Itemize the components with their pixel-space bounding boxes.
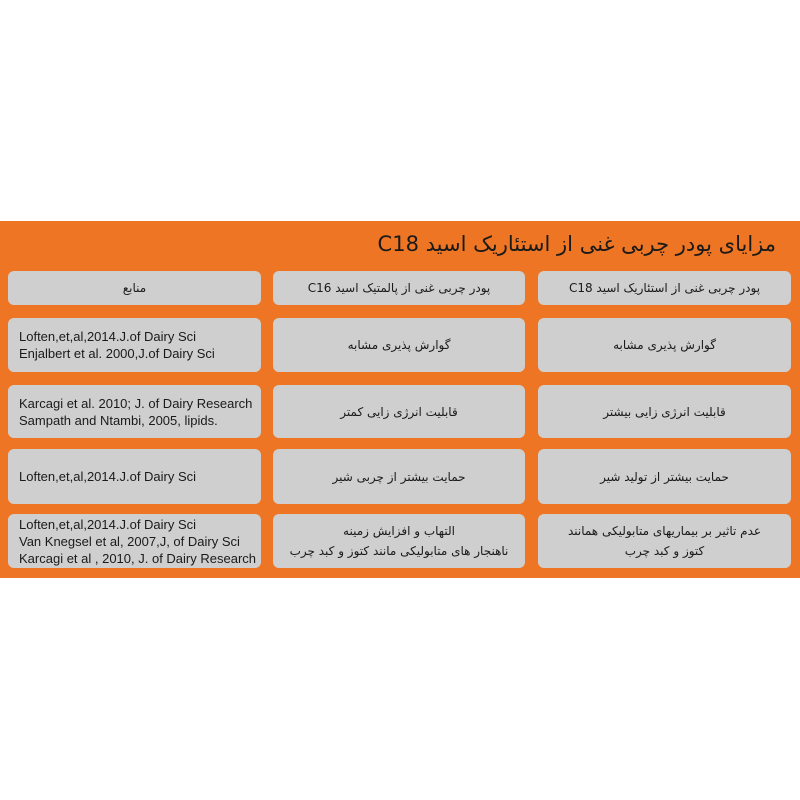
header-palmitic-c16 [273, 271, 525, 305]
reference-line: Loften,et,al,2014.J.of Dairy Sci [19, 329, 197, 344]
cell-sources-energy [8, 385, 261, 438]
reference-line: Van Knegsel et al, 2007,J, of Dairy Sci [19, 533, 240, 549]
cell-text: حمایت بیشتر از چربی شیر [332, 469, 466, 484]
reference-line: Karcagi et al , 2010, J. of Dairy Research [19, 550, 257, 566]
cell-stearic-digestibility [538, 318, 791, 372]
cell-stearic-energy [538, 385, 791, 438]
cell-text: قابلیت انرژی زایی کمتر [340, 404, 458, 419]
header-stearic-label: پودر چربی غنی از استئاریک اسید C18 [568, 281, 761, 295]
cell-text: حمایت بیشتر از تولید شیر [600, 469, 729, 484]
cell-text: عدم تاثیر بر بیماریهای متابولیکی همانند [567, 524, 762, 538]
panel-title: مزایای پودر چربی غنی از استئاریک اسید C18 [377, 232, 776, 256]
comparison-panel [0, 221, 800, 578]
header-stearic-c18 [538, 271, 791, 305]
cell-palmitic-energy [273, 385, 525, 438]
reference-line: Karcagi et al. 2010; J. of Dairy Research [19, 395, 253, 411]
cell-text: قابلیت انرژی زایی بیشتر [603, 404, 726, 419]
cell-palmitic-milk-fat [273, 449, 525, 504]
cell-stearic-milk-yield [538, 449, 791, 504]
cell-sources-metabolic [8, 514, 261, 568]
cell-text: کتوز و کبد چرب [624, 544, 705, 558]
cell-text: گوارش پذیری مشابه [613, 338, 716, 352]
cell-sources-milk [8, 449, 261, 504]
reference-line: Enjalbert et al. 2000,J.of Dairy Sci [19, 346, 215, 361]
reference-line: Loften,et,al,2014.J.of Dairy Sci [19, 516, 197, 532]
header-sources [8, 271, 261, 305]
cell-palmitic-metabolic [273, 514, 525, 568]
cell-text: ناهنجار های متابولیکی مانند کتوز و کبد چرب [289, 544, 509, 558]
reference-line: Sampath and Ntambi, 2005, lipids. [19, 412, 218, 428]
cell-sources-digestibility [8, 318, 261, 372]
cell-text: التهاب و افزایش زمینه [343, 524, 455, 538]
cell-stearic-metabolic [538, 514, 791, 568]
cell-text: گوارش پذیری مشابه [347, 338, 451, 352]
header-sources-label: منابع [122, 281, 147, 295]
cell-palmitic-digestibility [273, 318, 525, 372]
reference-line: Loften,et,al,2014.J.of Dairy Sci [19, 469, 197, 484]
header-palmitic-label: پودر چربی غنی از پالمتیک اسید C16 [307, 281, 491, 295]
